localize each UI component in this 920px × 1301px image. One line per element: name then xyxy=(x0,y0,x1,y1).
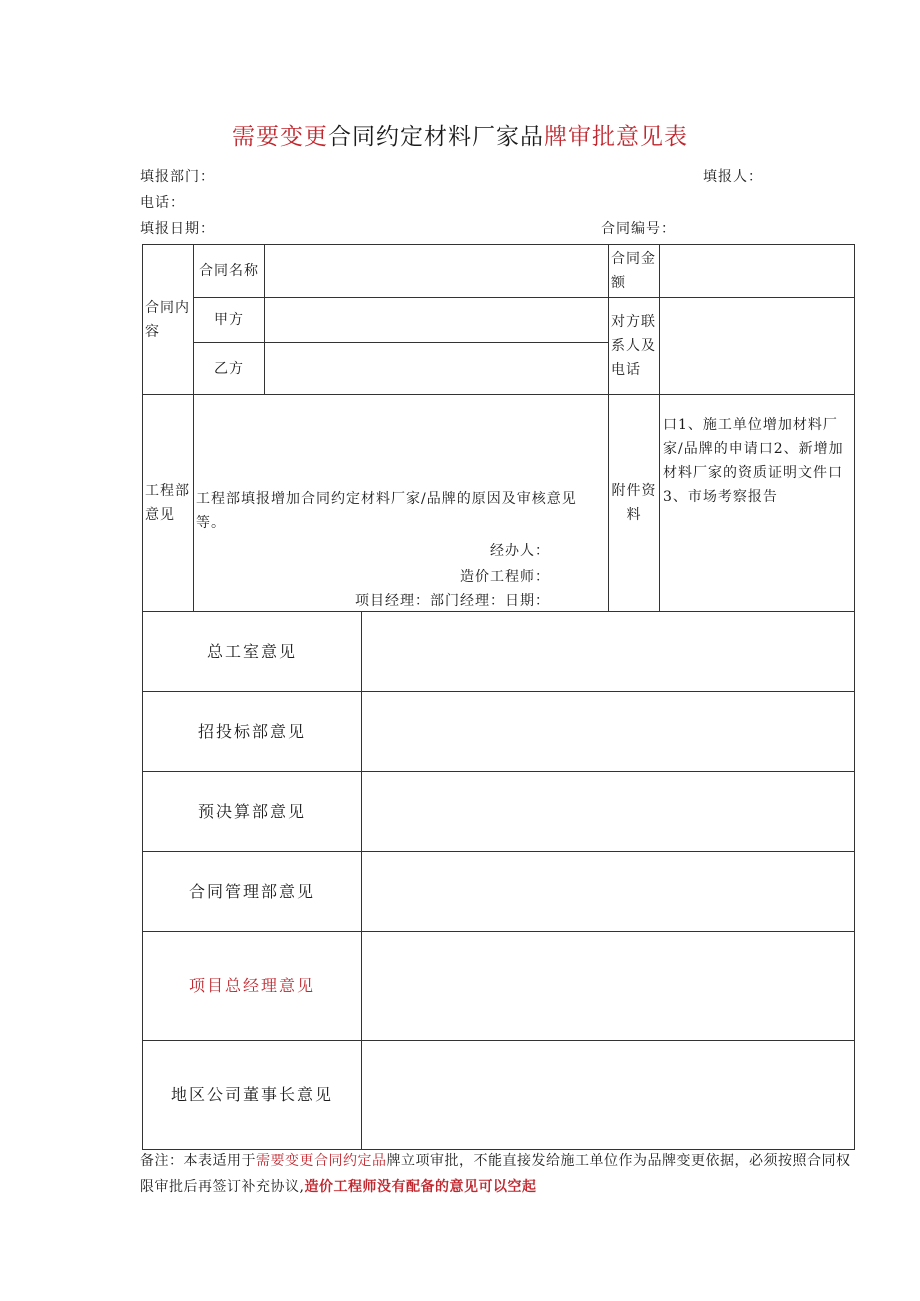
note-red-part: 需要变更合同约定品 xyxy=(256,1153,387,1169)
approval-form-table xyxy=(142,244,855,1150)
title-red-part: 需要变更 xyxy=(232,124,328,150)
engineering-opinion-field[interactable] xyxy=(194,395,609,612)
reporter-label: 填报人： xyxy=(703,169,763,185)
attachments-checklist[interactable]: 口1、施工单位增加材料厂家/品牌的申请口2、新增加材料厂家的资质证明文件口3、市场考察报告 xyxy=(660,395,855,612)
contract-name-label: 合同名称 xyxy=(194,245,265,298)
contract-amount-label: 合同金额 xyxy=(609,245,660,298)
party-a-label: 甲方 xyxy=(194,298,265,343)
contract-section-label: 合同内容 xyxy=(143,245,194,395)
contract-amount-field[interactable] xyxy=(660,245,855,298)
opinion-field-chairman[interactable] xyxy=(362,1041,855,1150)
opinion-field-contract-mgmt[interactable] xyxy=(362,852,855,932)
opinion-field-chief-engineer[interactable] xyxy=(362,612,855,692)
contact-label: 对方联系人及电话 xyxy=(609,298,660,395)
date-label: 填报日期： xyxy=(140,221,215,237)
contact-field[interactable] xyxy=(660,298,855,395)
opinion-label-chief-engineer: 总工室意见 xyxy=(143,612,362,692)
engineering-section-label: 工程部意见 xyxy=(143,395,194,612)
phone-label: 电话： xyxy=(140,195,185,211)
party-a-field[interactable] xyxy=(265,298,609,343)
engineering-instruction: 工程部填报增加合同约定材料厂家/品牌的原因及审核意见等。 xyxy=(196,491,577,531)
cost-engineer-label: 造价工程师： xyxy=(460,569,550,585)
party-b-field[interactable] xyxy=(265,343,609,395)
opinion-label-project-gm: 项目总经理意见 xyxy=(143,932,362,1041)
opinion-label-contract-mgmt: 合同管理部意见 xyxy=(143,852,362,932)
party-b-label: 乙方 xyxy=(194,343,265,395)
handler-label: 经办人： xyxy=(490,543,550,559)
note-bold-part: 造价工程师没有配备的意见可以空起 xyxy=(304,1179,537,1195)
opinion-field-bidding[interactable] xyxy=(362,692,855,772)
opinion-label-bidding: 招投标部意见 xyxy=(143,692,362,772)
attachments-label: 附件资料 xyxy=(609,395,660,612)
page-title xyxy=(0,118,920,151)
opinion-field-budget[interactable] xyxy=(362,772,855,852)
dept-label: 填报部门： xyxy=(140,169,215,185)
signoff-label: 项目经理：部门经理：日期： xyxy=(355,593,550,609)
opinion-label-chairman: 地区公司董事长意见 xyxy=(143,1041,362,1150)
title-red-tail: 牌审批意见表 xyxy=(544,124,688,150)
contract-name-field[interactable] xyxy=(265,245,609,298)
note-prefix: 备注：本表适用于 xyxy=(140,1153,256,1169)
contract-no-label: 合同编号： xyxy=(601,221,676,237)
opinion-label-budget: 预决算部意见 xyxy=(143,772,362,852)
footnote xyxy=(140,1148,856,1200)
title-main-part: 合同约定材料厂家品 xyxy=(328,124,544,150)
note-middle: 牌立项审批，不能直接发给施工单位作为品牌变更依据，必须按照合同权限审批后再签订补充协议, xyxy=(140,1153,851,1195)
opinion-field-project-gm[interactable] xyxy=(362,932,855,1041)
